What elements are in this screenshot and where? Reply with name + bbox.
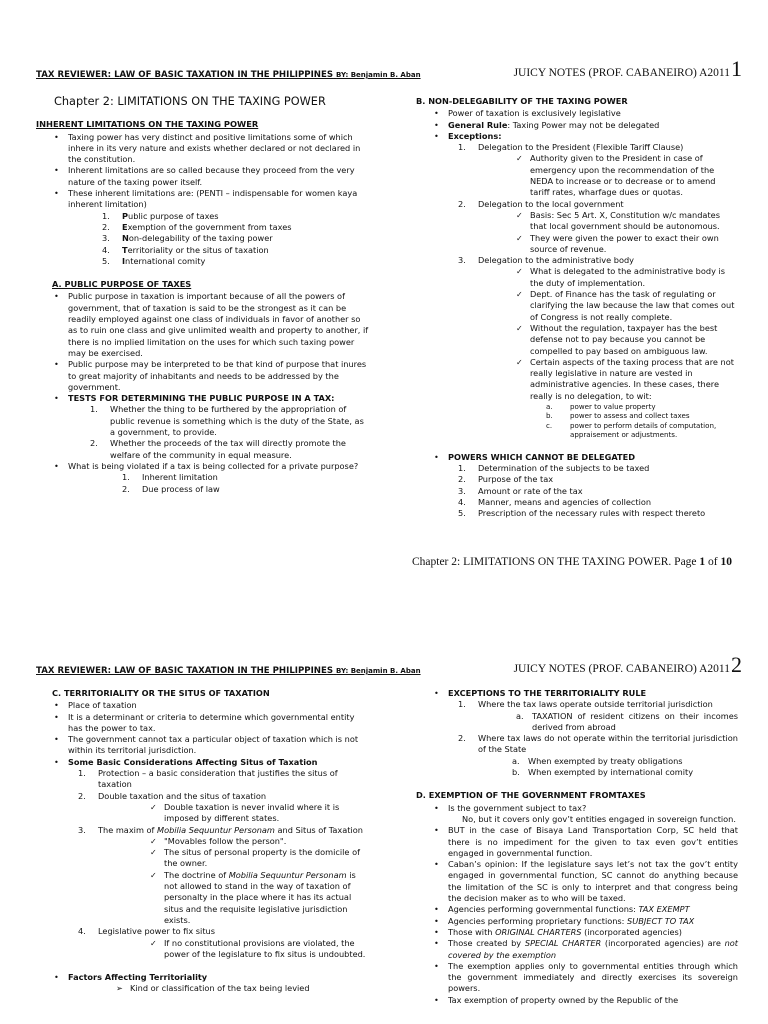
left-column (36, 688, 366, 995)
list-item: ✓ Dept. of Finance has the task of regulating or clarifying the law because the law that comes out of Congress is not really complete. (516, 289, 736, 323)
list-item: • Place of taxation (54, 700, 366, 711)
list-item: • Is the government subject to tax? No, but it covers only gov’t entities engaged in sovereign function. (434, 803, 738, 826)
check-list (98, 938, 366, 961)
list-item: ✓ They were given the power to exact their own source of revenue. (516, 233, 736, 256)
list-item: a. When exempted by treaty obligations (512, 755, 683, 766)
section-heading-inherent: INHERENT LIMITATIONS ON THE TAXING POWER (36, 119, 259, 130)
list-item: a. power to value property (546, 402, 656, 412)
list-item: • Some Basic Considerations Affecting Situs of Taxation 1. Protection – a basic consideration that justifies the situs of taxation 2. Double taxation and the situs of taxation ✓ Double taxation is never invalid where it is imposed by different states. 3. The maxim of Mobilia Sequuntur Personam and Situs of Taxation ✓ "Movables follow the person". ✓ The situs of personal property is the domicile of the owner. ✓ The doctrine of Mobilia Sequuntur Personam is not allowed to stand in the way of taxation of personalty in the place where it has its actual situs and the requisite legislative jurisdiction exists. 4. Legislative power to fix situs ✓ If no constitutional provisions are violated, the power of the legislature to fix situs is undoubted. (54, 757, 366, 960)
check-list (478, 266, 736, 439)
right-column (416, 96, 736, 519)
list-item: ✓ If no constitutional provisions are violated, the power of the legislature to fix situs is undoubted. (150, 938, 366, 961)
list-item: b. When exempted by international comity (512, 767, 694, 778)
list-item: 2. Exemption of the government from taxes (102, 221, 292, 232)
page-footer: Chapter 2: LIMITATIONS ON THE TAXING POWER. Page 1 of 10 (411, 556, 732, 568)
check-list (98, 802, 366, 825)
check-list (478, 210, 736, 255)
list-item: • Exceptions: 1. Delegation to the President (Flexible Tariff Clause) ✓ Authority given to the President in case of emergency upon the recommendation of the NEDA to increase or to decrease or to amend tariff rates, wharfage dues or quotas. 2. Delegation to the local government ✓ Basis: Sec 5 Art. X, Constitution w/c mandates that local government should be autonomous. ✓ They were given the power to exact their own source of revenue. 3. Delegation to the administrative body ✓ What is delegated to the administrative body is the duty of implementation. ✓ Dept. of Finance has the task of regulating or clarifying the law because the law that comes out of Congress is not really complete. ✓ Without the regulation, taxpayer has the best defense not to pay because you cannot be compelled to pay based on ambiguous law. ✓ Certain aspects of the taxing process that are not really legislative in nature are vested in administrative agencies. In these cases, there really is no delegation, to wit: a. power to value property b. power to assess and collect taxes c. power to perform details of computation, appraisement or adjustments. (434, 131, 736, 440)
territorial-exceptions-list (436, 699, 738, 778)
list-item: • General Rule: Taxing Power may not be delegated (434, 120, 736, 131)
list-item: ✓ Double taxation is never invalid where it is imposed by different states. (150, 802, 366, 825)
list-item: ✓ "Movables follow the person". (150, 836, 366, 847)
list-item: 2. Where tax laws do not operate within the territorial jurisdiction of the State a. When exempted by treaty obligations b. When exempted by international comity (458, 733, 738, 778)
list-item: • Public purpose may be interpreted to be that kind of purpose that inures to great majority of inhabitants and needs to be addressed by the government. (54, 359, 370, 393)
list-item: • These inherent limitations are: (PENTI – indispensable for women kaya inherent limitation) 1. Public purpose of taxes 2. Exemption of the government from taxes 3. Non-delegability of the taxing power 4. Territoriality or the situs of taxation 5. International comity (54, 188, 370, 267)
header-title: TAX REVIEWER: LAW OF BASIC TAXATION IN THE PHILIPPINES BY: Benjamin B. Aban (36, 70, 421, 80)
section-heading-public-purpose: A. PUBLIC PURPOSE OF TAXES (52, 279, 192, 290)
list-item: 2. Due process of law (122, 483, 220, 494)
list-item: • Power of taxation is exclusively legislative (434, 108, 736, 119)
list-item: • Agencies performing proprietary functions: SUBJECT TO TAX (434, 916, 738, 927)
factors-bullets (36, 972, 366, 995)
list-item: ✓ Authority given to the President in case of emergency upon the recommendation of the NEDA to increase or to decrease or to amend tariff rates, wharfage dues or quotas. (516, 153, 736, 198)
header-title: TAX REVIEWER: LAW OF BASIC TAXATION IN THE PHILIPPINES BY: Benjamin B. Aban (36, 666, 421, 676)
list-item: 1. Public purpose of taxes (102, 210, 219, 221)
list-item: ✓ The situs of personal property is the domicile of the owner. (150, 847, 366, 870)
page-header (36, 654, 742, 680)
section-heading-territoriality: C. TERRITORIALITY OR THE SITUS OF TAXATION (52, 688, 270, 698)
list-item: 2. Purpose of the tax (458, 474, 554, 485)
public-purpose-bullets (36, 291, 370, 494)
inherent-bullets (36, 132, 370, 268)
alpha-list (474, 756, 738, 779)
page-number: 1 (731, 56, 742, 81)
list-item: 1. Where the tax laws operate outside territorial jurisdiction a. TAXATION of resident citizens on their incomes derived from abroad (458, 699, 738, 732)
exceptions-bullets (416, 688, 738, 778)
list-item: • POWERS WHICH CANNOT BE DELEGATED 1. Determination of the subjects to be taxed 2. Purpose of the tax 3. Amount or rate of the tax 4. Manner, means and agencies of collection 5. Prescription of the necessary rules with respect thereto (434, 452, 736, 520)
list-item: 1. Protection – a basic consideration that justifies the situs of taxation (78, 768, 338, 790)
list-item: • It is a determinant or criteria to determine which governmental entity has the power to tax. (54, 712, 366, 735)
list-item: 4. Manner, means and agencies of collection (458, 496, 652, 507)
list-item: • Those with ORIGINAL CHARTERS (incorporated agencies) (434, 927, 738, 938)
list-item: b. power to assess and collect taxes (546, 411, 690, 421)
list-item: 3. The maxim of Mobilia Sequuntur Personam and Situs of Taxation ✓ "Movables follow the person". ✓ The situs of personal property is the domicile of the owner. ✓ The doctrine of Mobilia Sequuntur Personam is not allowed to stand in the way of taxation of personalty in the place where it has its actual situs and the requisite legislative jurisdiction exists. (78, 825, 366, 927)
violations-list (50, 472, 370, 495)
list-item: • What is being violated if a tax is being collected for a private purpose? 1. Inherent limitation 2. Due process of law (54, 461, 370, 495)
exemption-bullets (416, 803, 738, 1006)
list-item: • Caban’s opinion: If the legislature says let’s not tax the gov’t entity engaged in governmental function, SC cannot do anything because the limitation of the SC is only to interpret and that congress being the decision maker as to who will be taxed. (434, 859, 738, 904)
list-item: ✓ Certain aspects of the taxing process that are not really legislative in nature are vested in administrative agencies. In these cases, there really is no delegation, to wit: a. power to value property b. power to assess and collect taxes c. power to perform details of computation, appraisement or adjustments. (516, 357, 736, 440)
list-item: ➢ Kind or classification of the tax being levied (116, 983, 366, 994)
header-right: JUICY NOTES (PROF. CABANEIRO) A20112 (513, 652, 742, 677)
list-item: 4. Legislative power to fix situs ✓ If no constitutional provisions are violated, the power of the legislature to fix situs is undoubted. (78, 926, 366, 960)
factors-list (64, 983, 366, 994)
considerations-list (56, 768, 366, 960)
check-list (478, 153, 736, 198)
list-item: • The government cannot tax a particular object of taxation which is not within its territorial jurisdiction. (54, 734, 366, 757)
list-item: 2. Double taxation and the situs of taxation ✓ Double taxation is never invalid where it is imposed by different states. (78, 791, 366, 825)
chapter-title: Chapter 2: LIMITATIONS ON THE TAXING POWER (54, 95, 326, 108)
list-item: 3. Amount or rate of the tax (458, 485, 583, 496)
powers-bullets (416, 452, 736, 520)
non-delegability-bullets (416, 108, 736, 439)
tests-list (68, 404, 370, 460)
list-item: ✓ Without the regulation, taxpayer has the best defense not to pay because you cannot be compelled to pay based on ambiguous law. (516, 323, 736, 357)
list-item: • EXCEPTIONS TO THE TERRITORIALITY RULE 1. Where the tax laws operate outside territorial jurisdiction a. TAXATION of resident citizens on their incomes derived from abroad 2. Where tax laws do not operate within the territorial jurisdiction of the State a. When exempted by treaty obligations b. When exempted by international comity (434, 688, 738, 778)
list-item: 2. Whether the proceeds of the tax will directly promote the welfare of the community in equal measure. (90, 438, 346, 460)
list-item: • Factors Affecting Territoriality ➢ Kind or classification of the tax being levied (54, 972, 366, 995)
alpha-list (478, 711, 738, 734)
list-item: 4. Territoriality or the situs of taxation (102, 244, 269, 255)
list-item: 3. Non-delegability of the taxing power (102, 233, 273, 244)
list-item: 1. Delegation to the President (Flexible Tariff Clause) ✓ Authority given to the President in case of emergency upon the recommendation of the NEDA to increase or to decrease or to amend tariff rates, wharfage dues or quotas. (458, 142, 736, 198)
list-item: • The exemption applies only to governmental entities through which the government immediately and directly exercises its sovereign powers. (434, 961, 738, 995)
list-item: • Agencies performing governmental functions: TAX EXEMPT (434, 904, 738, 915)
list-item: • Those created by SPECIAL CHARTER (incorporated agencies) are not covered by the exemption (434, 938, 738, 961)
check-list (98, 836, 366, 926)
list-item: • TESTS FOR DETERMINING THE PUBLIC PURPOSE IN A TAX: 1. Whether the thing to be furthered by the appropriation of public revenue is something which is the duty of the State, as a government, to provide. 2. Whether the proceeds of the tax will directly promote the welfare of the community in equal measure. (54, 393, 370, 461)
list-item: ✓ Basis: Sec 5 Art. X, Constitution w/c mandates that local government should be autonomous. (516, 210, 736, 233)
list-item: a. TAXATION of resident citizens on their incomes derived from abroad (516, 710, 738, 732)
header-right: JUICY NOTES (PROF. CABANEIRO) A20111 (513, 56, 742, 81)
list-item: c. power to perform details of computation, appraisement or adjustments. (546, 420, 717, 440)
alpha-list (516, 402, 736, 440)
section-heading-exemption: D. EXEMPTION OF THE GOVERNMENT FROMTAXES (416, 790, 646, 801)
list-item: 1. Whether the thing to be furthered by the appropriation of public revenue is something which is the duty of the State, as a government, to provide. (90, 404, 364, 438)
list-item: • Tax exemption of property owned by the Republic of the (434, 995, 738, 1006)
list-item: 3. Delegation to the administrative body ✓ What is delegated to the administrative body is the duty of implementation. ✓ Dept. of Finance has the task of regulating or clarifying the law because the law that comes out of Congress is not really complete. ✓ Without the regulation, taxpayer has the best defense not to pay because you cannot be compelled to pay based on ambiguous law. ✓ Certain aspects of the taxing process that are not really legislative in nature are vested in administrative agencies. In these cases, there really is no delegation, to wit: a. power to value property b. power to assess and collect taxes c. power to perform details of computation, appraisement or adjustments. (458, 255, 736, 439)
powers-list (436, 463, 736, 519)
document-page-2 (0, 630, 768, 1024)
list-item: 5. Prescription of the necessary rules with respect thereto (458, 508, 706, 519)
left-column (36, 96, 370, 495)
exceptions-list (436, 142, 736, 439)
list-item: • Taxing power has very distinct and positive limitations some of which inhere in its very nature and exists whether declared or not declared in the constitution. (54, 132, 370, 166)
list-item: 2. Delegation to the local government ✓ Basis: Sec 5 Art. X, Constitution w/c mandates that local government should be autonomous. ✓ They were given the power to exact their own source of revenue. (458, 199, 736, 255)
list-item: ✓ What is delegated to the administrative body is the duty of implementation. (516, 266, 736, 289)
territoriality-bullets (36, 700, 366, 960)
list-item: 1. Inherent limitation (122, 472, 218, 483)
list-item: 1. Determination of the subjects to be taxed (458, 462, 650, 473)
list-item: • BUT in the case of Bisaya Land Transportation Corp, SC held that there is no impediment for the given to tax even gov’t entities engaged in governmental function. (434, 825, 738, 859)
list-item: 5. International comity (102, 255, 206, 266)
section-heading-non-delegability: B. NON-DELEGABILITY OF THE TAXING POWER (416, 96, 628, 106)
list-item: ✓ The doctrine of Mobilia Sequuntur Personam is not allowed to stand in the way of taxation of personalty in the place where it has its actual situs and the requisite legislative jurisdiction exists. (150, 870, 366, 926)
page-header (36, 58, 742, 84)
page-number: 2 (731, 652, 742, 677)
list-item: • Inherent limitations are so called because they proceed from the very nature of the taxing power itself. (54, 165, 370, 188)
list-item: • Public purpose in taxation is important because of all the powers of government, that of taxation is said to be the strongest as it can be readily employed against one class of individuals in favor of another so as to ruin one class and give unlimited wealth and property to another, if there is no implied limitation on the uses for which such taxing power may be exercised. (54, 291, 370, 359)
penti-list (68, 211, 370, 267)
right-column (416, 688, 738, 1006)
